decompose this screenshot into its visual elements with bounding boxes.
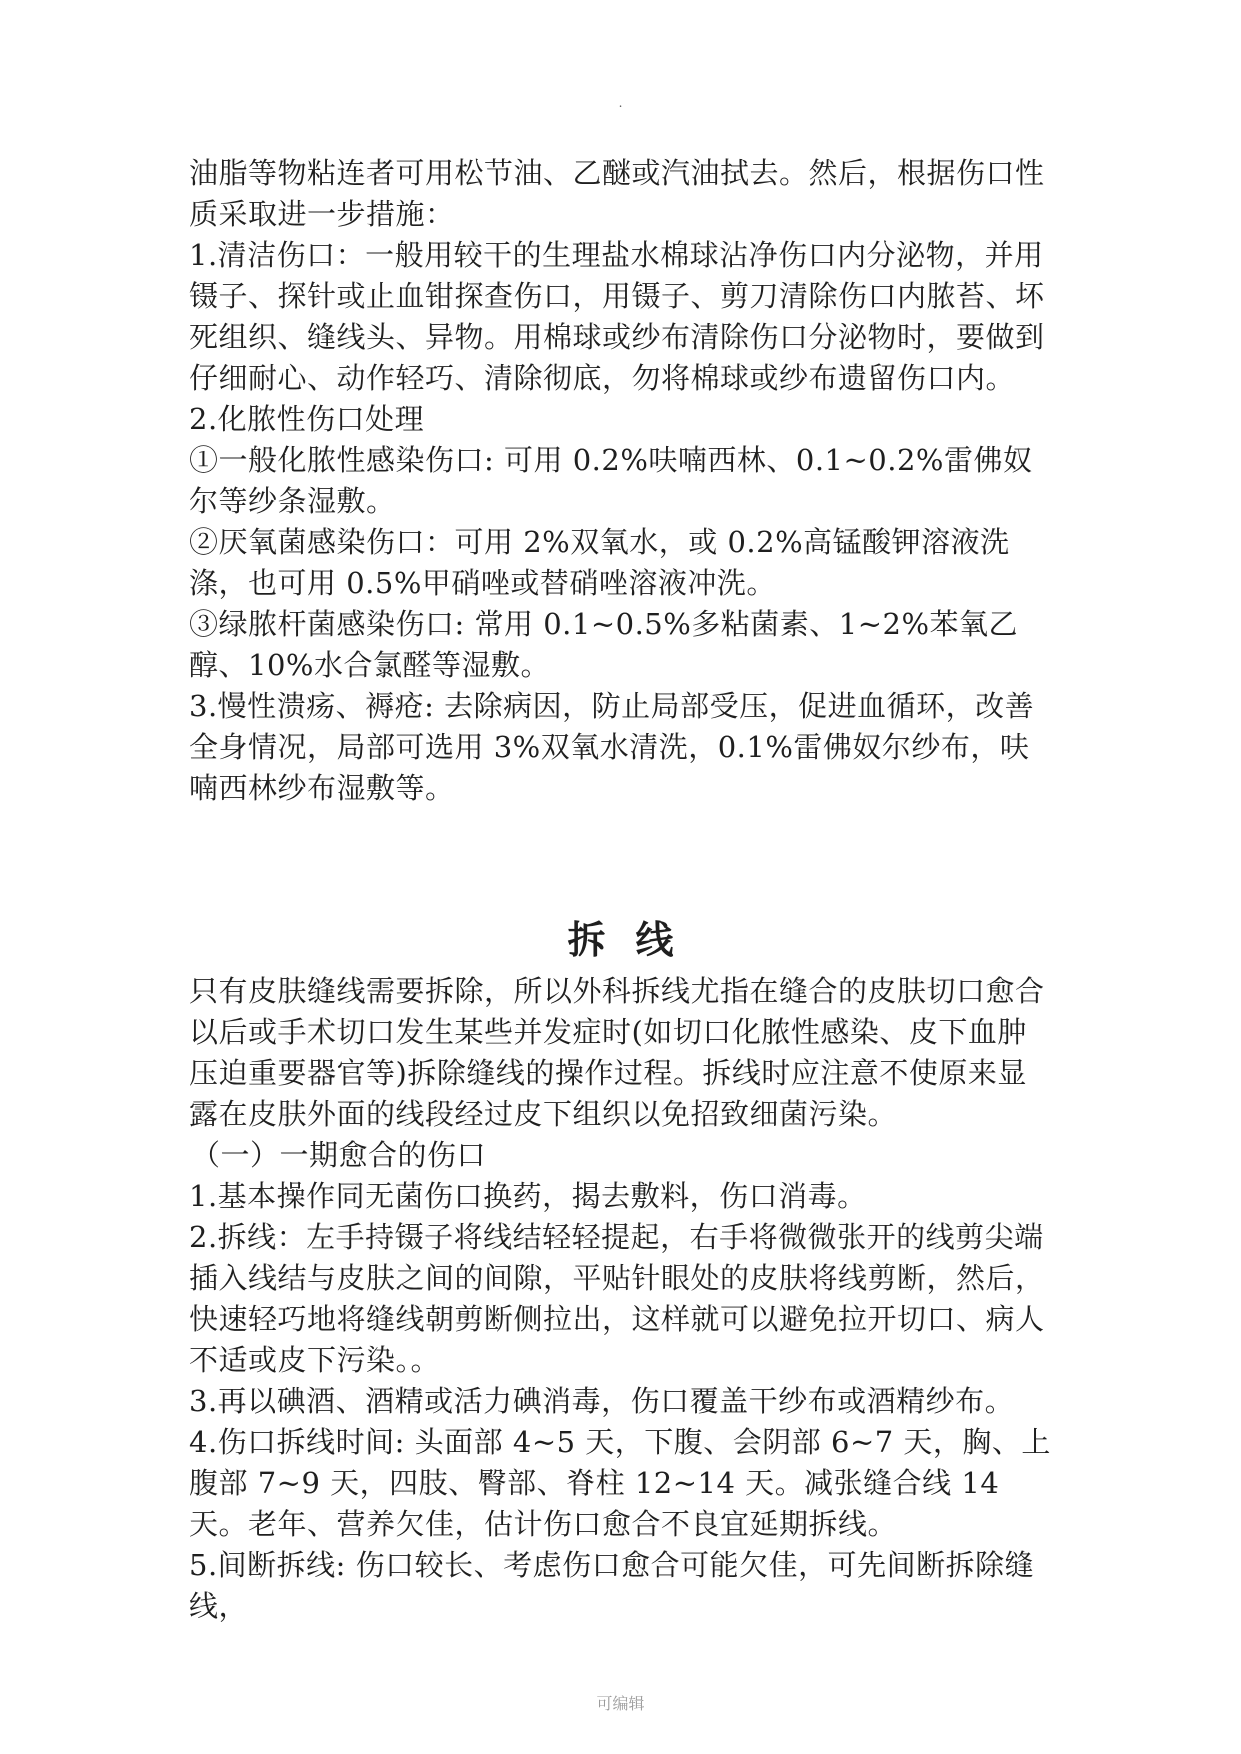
section-title: 拆线 [567,918,704,962]
intro-paragraph: 只有皮肤缝线需要拆除，所以外科拆线尤指在缝合的皮肤切口愈合以后或手术切口发生某些并发症时(如切口化脓性感染、皮下血肿压迫重要器官等)拆除缝线的操作过程。拆线时应注意不使原来显露在皮肤外面的线段经过皮下组织以免招致细菌污染。 [189,974,1045,1131]
list-item: 2.拆线：左手持镊子将线结轻轻提起，右手将微微张开的线剪尖端插入线结与皮肤之间的间隙，平贴针眼处的皮肤将线剪断，然后，快速轻巧地将缝线朝剪断侧拉出，这样就可以避免拉开切口、病人不适或皮下污染。。 [189,1220,1045,1377]
header-mark: . [618,96,623,110]
paragraph: 3.慢性溃疡、褥疮: 去除病因，防止局部受压，促进血循环，改善全身情况，局部可选用 3%双氧水清洗，0.1%雷佛奴尔纱布，呋喃西林纱布湿敷等。 [189,689,1035,805]
paragraph: 油脂等物粘连者可用松节油、乙醚或汽油拭去。然后，根据伤口性质采取进一步措施： [189,156,1045,231]
subheading: （一）一期愈合的伤口 [191,1138,487,1172]
paragraph: ③绿脓杆菌感染伤口: 常用 0.1~0.5%多粘菌素、1~2%苯氧乙醇、10%水合氯醛等湿敷。 [189,607,1019,682]
list-item: 1.基本操作同无菌伤口换药，揭去敷料，伤口消毒。 [189,1179,867,1213]
section-wound-care [189,153,1055,809]
paragraph: ①一般化脓性感染伤口: 可用 0.2%呋喃西林、0.1~0.2%雷佛奴尔等纱条湿敷。 [189,443,1033,518]
paragraph: ②厌氧菌感染伤口：可用 2%双氧水，或 0.2%高锰酸钾溶液洗涤，也可用 0.5%甲硝唑或替硝唑溶液冲洗。 [189,525,1010,600]
list-item: 3.再以碘酒、酒精或活力碘消毒，伤口覆盖干纱布或酒精纱布。 [189,1384,1015,1418]
list-item: 5.间断拆线: 伤口较长、考虑伤口愈合可能欠佳，可先间断拆除缝线， [189,1548,1035,1623]
paragraph: 2.化脓性伤口处理 [189,402,425,436]
section-suture-removal [189,971,1055,1627]
footer-label: 可编辑 [596,1694,645,1713]
list-item: 4.伤口拆线时间: 头面部 4~5 天，下腹、会阴部 6~7 天，胸、上腹部 7~9 天，四肢、臀部、脊柱 12~14 天。减张缝合线 14 天。老年、营养欠佳，估计伤口愈合不良宜延期拆线。 [189,1425,1051,1541]
paragraph: 1.清洁伤口：一般用较干的生理盐水棉球沾净伤口内分泌物，并用镊子、探针或止血钳探查伤口，用镊子、剪刀清除伤口内脓苔、坏死组织、缝线头、异物。用棉球或纱布清除伤口分泌物时，要做到仔细耐心、动作轻巧、清除彻底，勿将棉球或纱布遗留伤口内。 [189,238,1045,395]
